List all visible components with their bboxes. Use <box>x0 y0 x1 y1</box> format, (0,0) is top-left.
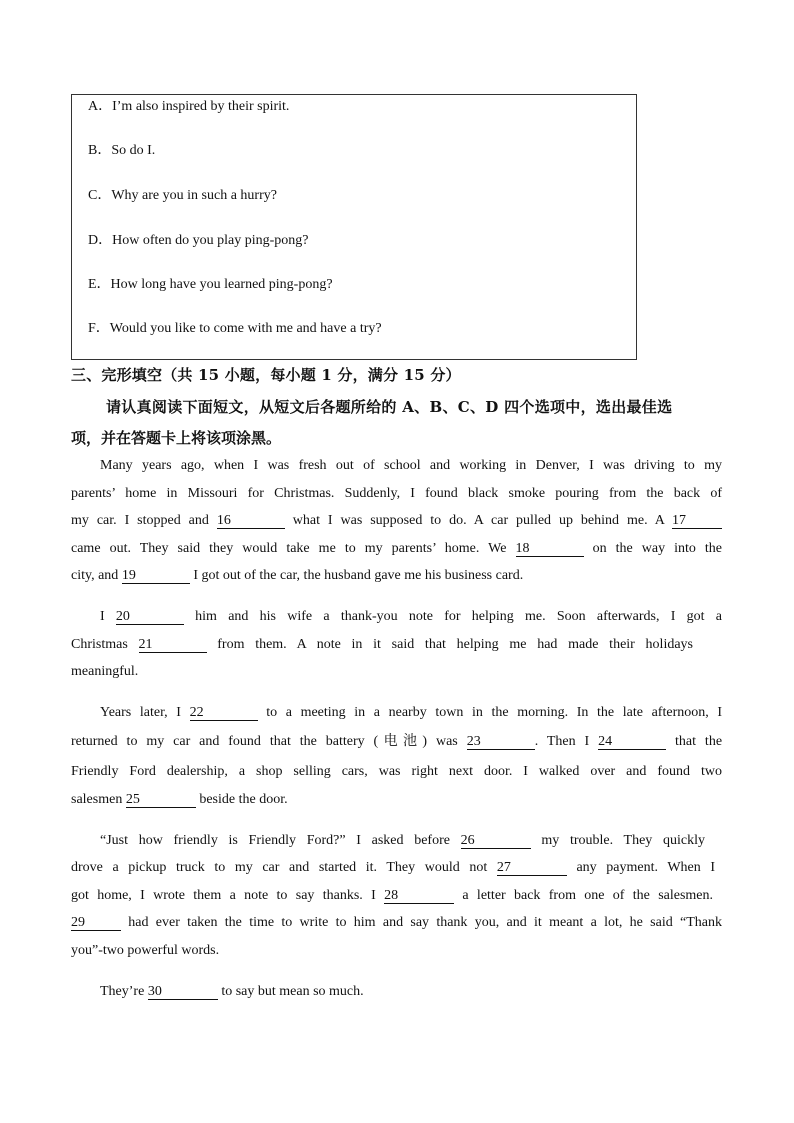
text-segment: got home, I wrote them a note to say thanks. I <box>71 888 376 903</box>
option-f: F．Would you like to come with me and have a try? <box>88 321 382 336</box>
passage-line <box>71 832 705 850</box>
text-segment: I <box>100 609 105 624</box>
blank-21[interactable]: 21 <box>139 637 207 653</box>
text-segment: had ever taken the time to write to him and say thank you, and it meant a lot, he said “Thank <box>128 915 722 930</box>
text-segment: him and his wife a thank-you note for helping me. Soon afterwards, I got a <box>195 609 722 624</box>
blank-26[interactable]: 26 <box>461 833 531 849</box>
blank-30[interactable]: 30 <box>148 984 218 1000</box>
passage-line <box>71 608 722 626</box>
passage-line <box>71 567 722 585</box>
passage-line <box>71 791 722 809</box>
passage-line <box>71 887 713 905</box>
passage-line: parents’ home in Missouri for Christmas. Suddenly, I found black smoke pouring from the back of <box>71 486 722 501</box>
text-segment: Christmas <box>71 637 128 652</box>
blank-17[interactable]: 17 <box>672 513 722 529</box>
text-segment: a letter back from one of the salesmen. <box>462 888 714 903</box>
text-segment: city, and <box>71 568 119 583</box>
blank-24[interactable]: 24 <box>598 734 666 750</box>
text-segment: what I was supposed to do. A car pulled up behind me. A <box>292 513 665 528</box>
passage-line <box>71 512 722 530</box>
text-segment: to say but mean so much. <box>221 984 364 999</box>
section-title: 三、完形填空（共 15 小题，每小题 1 分，满分 15 分） <box>71 366 461 384</box>
text-segment: . Then I <box>534 734 590 749</box>
text-segment: any payment. When I <box>576 860 716 875</box>
blank-27[interactable]: 27 <box>497 860 567 876</box>
passage-line <box>71 636 693 654</box>
passage-line <box>71 859 715 877</box>
passage-line: Many years ago, when I was fresh out of school and working in Denver, I was driving to my <box>100 458 722 473</box>
text-segment: my car. I stopped and <box>71 513 209 528</box>
blank-19[interactable]: 19 <box>122 568 190 584</box>
option-b: B．So do I. <box>88 143 156 158</box>
option-e: E．How long have you learned ping-pong? <box>88 277 333 292</box>
blank-22[interactable]: 22 <box>190 705 258 721</box>
text-segment: Years later, I <box>100 705 181 720</box>
blank-16[interactable]: 16 <box>217 513 285 529</box>
passage-line <box>71 540 722 558</box>
text-segment: returned to my car and found that the battery (电池) was <box>71 734 458 749</box>
text-segment: “Just how friendly is Friendly Ford?” I asked before <box>100 833 450 848</box>
options-box <box>71 94 637 360</box>
text-segment: my trouble. They quickly <box>541 833 706 848</box>
instruction-line-1: 请认真阅读下面短文，从短文后各题所给的 A、B、C、D 四个选项中，选出最佳选 <box>106 398 673 416</box>
blank-23[interactable]: 23 <box>467 734 535 750</box>
passage-line: you”-two powerful words. <box>71 943 220 958</box>
blank-29[interactable]: 29 <box>71 915 121 931</box>
text-segment: that the <box>675 734 723 749</box>
blank-20[interactable]: 20 <box>116 609 184 625</box>
text-segment: drove a pickup truck to my car and started it. They would not <box>71 860 488 875</box>
option-c: C．Why are you in such a hurry? <box>88 188 277 203</box>
text-segment: came out. They said they would take me to my parents’ home. We <box>71 541 507 556</box>
text-segment: beside the door. <box>199 792 288 807</box>
passage-line <box>71 704 722 722</box>
option-d: D．How often do you play ping-pong? <box>88 233 309 248</box>
passage-line <box>71 733 722 751</box>
instruction-line-2: 项，并在答题卡上将该项涂黑。 <box>71 429 282 447</box>
text-segment: I got out of the car, the husband gave me his business card. <box>193 568 524 583</box>
blank-25[interactable]: 25 <box>126 792 196 808</box>
text-segment: on the way into the <box>592 541 723 556</box>
passage-line <box>71 914 722 932</box>
passage-line <box>71 983 722 1001</box>
text-segment: salesmen <box>71 792 123 807</box>
text-segment: to a meeting in a nearby town in the morning. In the late afternoon, I <box>266 705 723 720</box>
blank-28[interactable]: 28 <box>384 888 454 904</box>
blank-18[interactable]: 18 <box>516 541 584 557</box>
option-a: A．I’m also inspired by their spirit. <box>88 99 290 114</box>
passage-line: Friendly Ford dealership, a shop selling cars, was right next door. I walked over and found two <box>71 764 722 779</box>
text-segment: They’re <box>100 984 145 999</box>
text-segment: from them. A note in it said that helping me had made their holidays <box>217 637 694 652</box>
passage-line: meaningful. <box>71 664 139 679</box>
